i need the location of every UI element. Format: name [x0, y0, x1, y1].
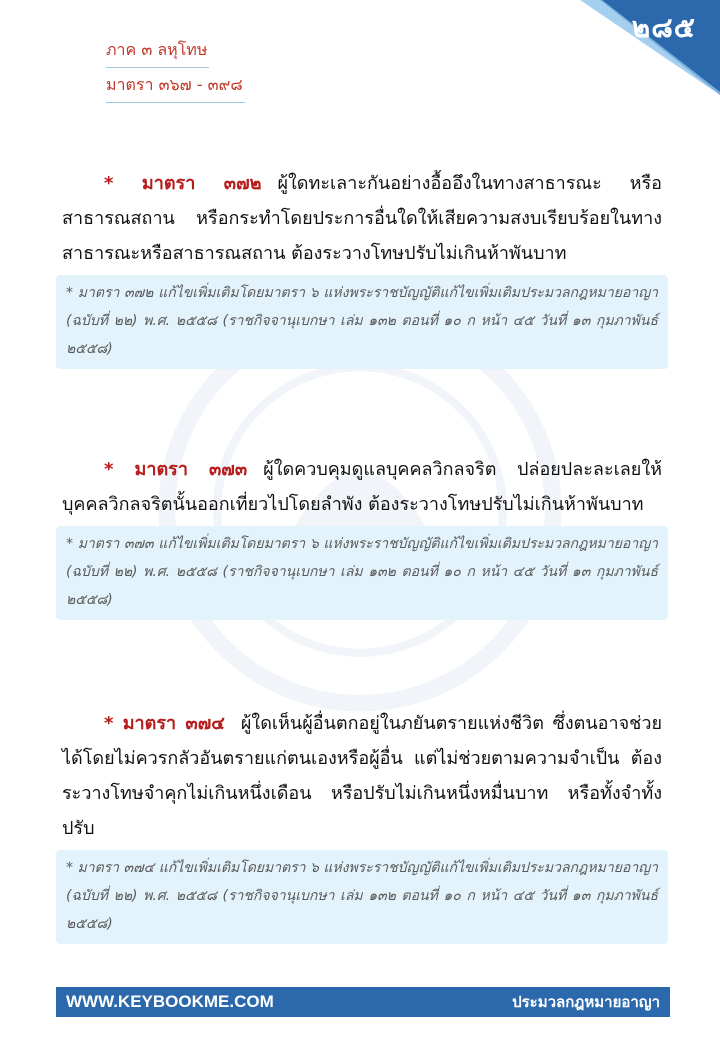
- section-range-label: มาตรา ๓๖๗ - ๓๙๘: [106, 73, 245, 103]
- amendment-note: * มาตรา ๓๗๒ แก้ไขเพิ่มเติมโดยมาตรา ๖ แห่งพระราชบัญญัติแก้ไขเพิ่มเติมประมวลกฎหมายอาญา (ฉบับที่ ๒๒) พ.ศ. ๒๕๕๘ (ราชกิจจานุเบกษา เล่ม ๑๓๒ ตอนที่ ๑๐ ก หน้า ๔๕ วันที่ ๑๓ กุมภาพันธ์ ๒๕๕๘): [56, 275, 668, 369]
- part-label: ภาค ๓ ลหุโทษ: [106, 38, 209, 68]
- section-number: * มาตรา ๓๗๔: [104, 713, 225, 734]
- section-373: [56, 452, 668, 620]
- section-body: ผู้ใดควบคุมดูแลบุคคลวิกลจริต ปล่อยปละละเลยให้บุคคลวิกลจริตนั้นออกเที่ยวไปโดยลำพัง ต้องระวางโทษปรับไม่เกินห้าพันบาท: [62, 459, 663, 515]
- website-link[interactable]: WWW.KEYBOOKME.COM: [66, 992, 274, 1011]
- section-body: ผู้ใดทะเลาะกันอย่างอื้ออึงในทางสาธารณะ หรือสาธารณสถาน หรือกระทำโดยประการอื่นใดให้เสียความสงบเรียบร้อยในทางสาธารณะหรือสาธารณสถาน ต้องระวางโทษปรับไม่เกินห้าพันบาท: [62, 173, 662, 264]
- section-text: [56, 452, 668, 522]
- book-title: ประมวลกฎหมายอาญา: [512, 993, 660, 1011]
- section-372: [56, 166, 668, 369]
- section-text: [56, 166, 668, 271]
- amendment-note: * มาตรา ๓๗๓ แก้ไขเพิ่มเติมโดยมาตรา ๖ แห่งพระราชบัญญัติแก้ไขเพิ่มเติมประมวลกฎหมายอาญา (ฉบับที่ ๒๒) พ.ศ. ๒๕๕๘ (ราชกิจจานุเบกษา เล่ม ๑๓๒ ตอนที่ ๑๐ ก หน้า ๔๕ วันที่ ๑๓ กุมภาพันธ์ ๒๕๕๘): [56, 526, 668, 620]
- section-body: ผู้ใดเห็นผู้อื่นตกอยู่ในภยันตรายแห่งชีวิต ซึ่งตนอาจช่วยได้โดยไม่ควรกลัวอันตรายแก่ตนเองหรือผู้อื่น แต่ไม่ช่วยตามความจำเป็น ต้องระวางโทษจำคุกไม่เกินหนึ่งเดือน หรือปรับไม่เกินหนึ่งหมื่นบาท หรือทั้งจำทั้งปรับ: [62, 713, 662, 839]
- page-number: ๒๘๕: [631, 11, 696, 44]
- section-number: * มาตรา ๓๗๒: [104, 173, 262, 194]
- section-number: * มาตรา ๓๗๓: [104, 459, 248, 480]
- section-text: [56, 706, 668, 846]
- footer-bar: [56, 987, 670, 1017]
- amendment-note: * มาตรา ๓๗๔ แก้ไขเพิ่มเติมโดยมาตรา ๖ แห่งพระราชบัญญัติแก้ไขเพิ่มเติมประมวลกฎหมายอาญา (ฉบับที่ ๒๒) พ.ศ. ๒๕๕๘ (ราชกิจจานุเบกษา เล่ม ๑๓๒ ตอนที่ ๑๐ ก หน้า ๔๕ วันที่ ๑๓ กุมภาพันธ์ ๒๕๕๘): [56, 850, 668, 944]
- section-374: [56, 706, 668, 944]
